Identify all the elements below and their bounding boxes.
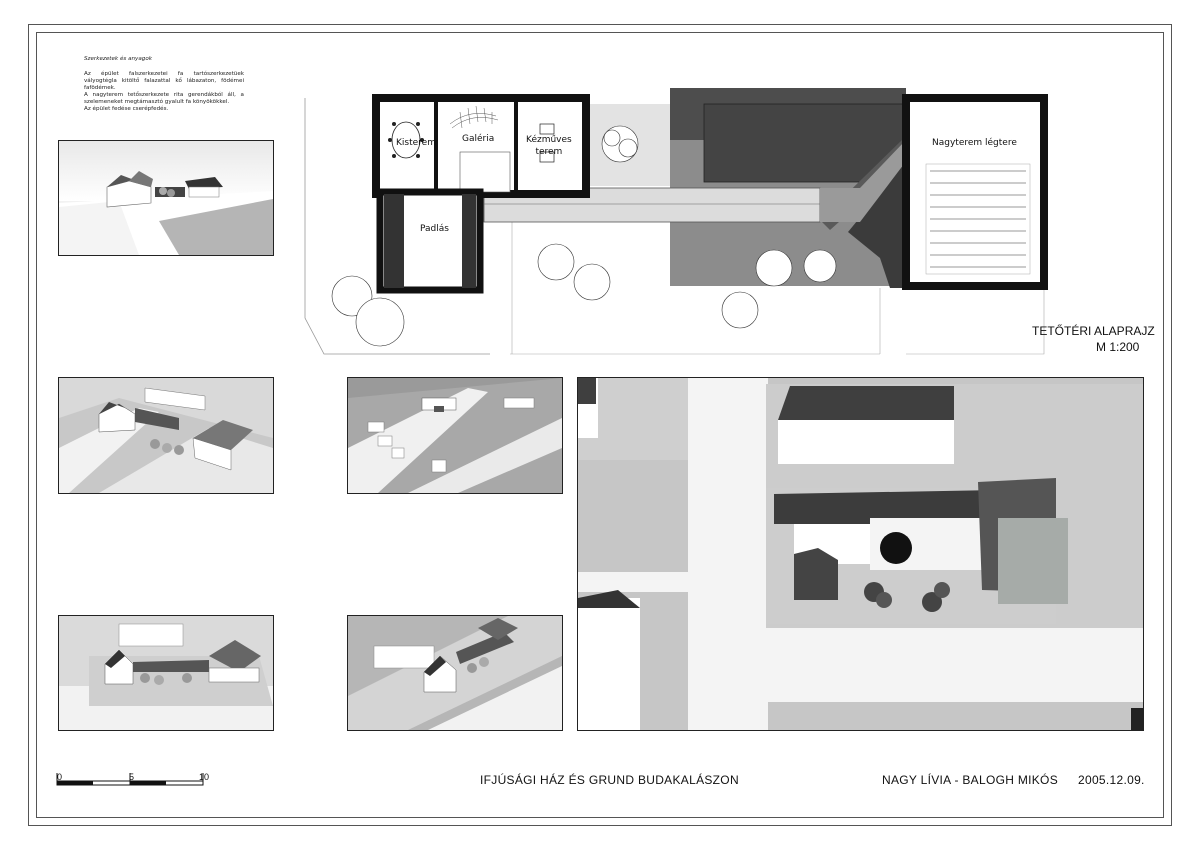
room-label-padlas: Padlás <box>420 224 449 234</box>
notes-line: Az épület fedése cserépfedés. <box>84 106 169 112</box>
room-label-nagyterem: Nagyterem légtere <box>932 138 1017 148</box>
plan-title: TETŐTÉRI ALAPRAJZ <box>1032 324 1155 338</box>
attic-floor-plan <box>300 82 1060 356</box>
render-view-4 <box>58 615 274 731</box>
scale-label-0: 0 <box>57 772 63 782</box>
render-view-1 <box>58 140 274 256</box>
render-view-5 <box>347 615 563 731</box>
notes-heading: Szerkezetek és anyagok <box>84 56 152 62</box>
scale-label-5: 5 <box>129 772 135 782</box>
render-view-3 <box>347 377 563 494</box>
room-label-kezmuves <box>526 134 572 158</box>
site-top-view <box>577 377 1144 731</box>
date: 2005.12.09. <box>1078 773 1145 787</box>
project-title: IFJÚSÁGI HÁZ ÉS GRUND BUDAKALÁSZON <box>480 773 739 787</box>
notes-line: A nagyterem tetőszerkezete rita gerendákból áll, a szelemeneket megtámasztó gyalult fa könyökökkel. <box>84 92 244 105</box>
notes-line: Az épület falszerkezetei fa tartószerkezetüek vályogtégla kitöltő falazattal kő lábazaton, födémei fafödémek. <box>84 71 244 91</box>
room-label-kisterem: Kisterem <box>396 138 436 148</box>
authors: NAGY LÍVIA - BALOGH MIKÓS <box>882 773 1058 787</box>
render-view-2 <box>58 377 274 494</box>
room-label-kezmuves-line1: Kézműves <box>526 135 572 145</box>
notes-block <box>84 56 244 113</box>
scale-label-10: 10 <box>199 772 210 782</box>
plan-scale: M 1:200 <box>1096 340 1140 354</box>
room-label-kezmuves-line2: terem <box>535 147 563 157</box>
room-label-galeria: Galéria <box>462 134 495 144</box>
